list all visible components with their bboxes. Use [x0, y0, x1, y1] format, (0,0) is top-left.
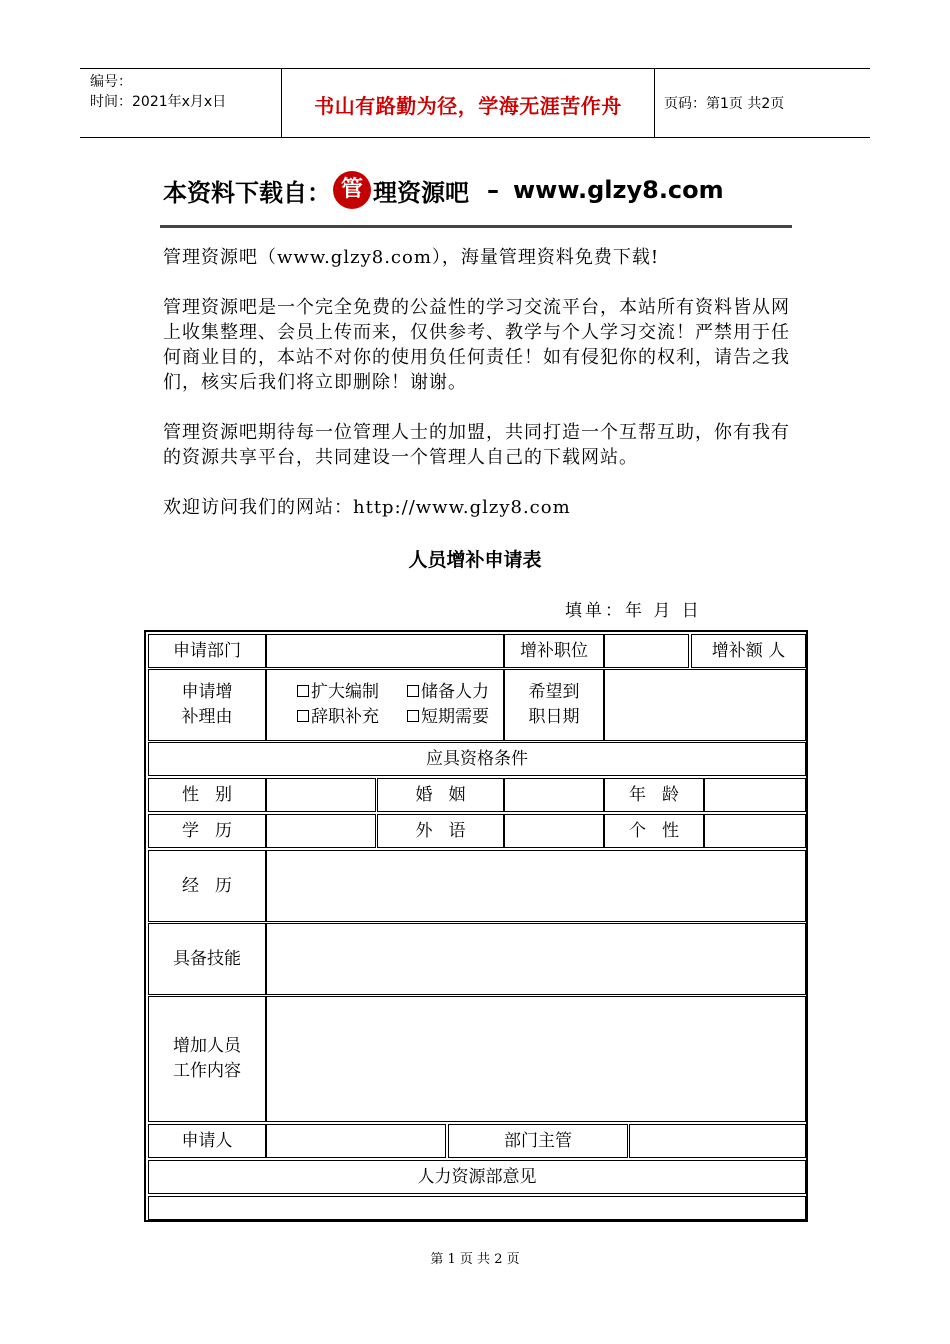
work-content-label: 增加人员 工作内容: [148, 996, 266, 1122]
applicant-field[interactable]: [266, 1124, 446, 1158]
gender-field[interactable]: [266, 778, 376, 812]
count-field[interactable]: 增补额 人: [691, 634, 806, 668]
hr-opinion-field[interactable]: [148, 1196, 806, 1220]
work-content-field[interactable]: [266, 996, 806, 1122]
intro-paragraph-1: [163, 245, 795, 270]
gender-label: 性别: [148, 778, 266, 812]
header-divider: [654, 69, 655, 137]
manager-label: 部门主管: [448, 1124, 628, 1158]
intro-paragraph-2: [163, 295, 795, 395]
dept-field[interactable]: [266, 634, 504, 668]
code-label: 编号：: [90, 74, 132, 90]
time-label: 时间：2021年x月x日: [90, 94, 227, 110]
applicant-label: 申请人: [148, 1124, 266, 1158]
intro-text: 管理资源吧（www.glzy8.com），海量管理资料免费下载!: [163, 247, 660, 268]
position-label: 增补职位: [504, 634, 604, 668]
manager-field[interactable]: [629, 1124, 806, 1158]
checkbox-icon[interactable]: [407, 685, 419, 697]
banner-url: www.glzy8.com: [513, 176, 724, 204]
intro-paragraph-3: [163, 420, 795, 470]
reason-option-label: 辞职补充: [311, 707, 379, 727]
header-meta: [90, 72, 226, 112]
banner-site-name: 理资源吧: [373, 178, 469, 207]
personality-field[interactable]: [704, 814, 806, 848]
reason-option-replace[interactable]: [297, 705, 407, 730]
page-info: 页码：第1页 共2页: [664, 96, 785, 112]
checkbox-icon[interactable]: [407, 710, 419, 722]
hope-date-label: 希望到 职日期: [504, 669, 604, 741]
marital-field[interactable]: [504, 778, 604, 812]
banner-dash: –: [487, 176, 499, 204]
fill-date: 填单：年 月 日: [565, 601, 702, 621]
intro-text: 欢迎访问我们的网站：http://www.glzy8.com: [163, 497, 571, 518]
checkbox-icon[interactable]: [297, 710, 309, 722]
reason-option-expand[interactable]: [297, 680, 407, 705]
application-table: [144, 630, 808, 1222]
language-field[interactable]: [504, 814, 604, 848]
hope-date-field[interactable]: [604, 669, 806, 741]
download-banner: [163, 168, 724, 212]
skills-label: 具备技能: [148, 923, 266, 995]
reason-label: 申请增 补理由: [148, 669, 266, 741]
marital-label: 婚姻: [377, 778, 504, 812]
seal-icon: 管: [333, 171, 371, 209]
age-field[interactable]: [704, 778, 806, 812]
age-label: 年龄: [604, 778, 704, 812]
banner-divider: [160, 225, 792, 228]
hr-opinion-label: 人力资源部意见: [148, 1160, 806, 1194]
personality-label: 个性: [604, 814, 704, 848]
qualification-header: 应具资格条件: [148, 742, 806, 776]
intro-text: 管理资源吧期待每一位管理人士的加盟，共同打造一个互帮互助，你有我有的资源共享平台，共同建设一个管理人自己的下载网站。: [163, 422, 790, 468]
reason-option-label: 扩大编制: [311, 682, 379, 702]
reason-option-shortterm[interactable]: [407, 705, 517, 730]
reason-option-reserve[interactable]: [407, 680, 517, 705]
position-field[interactable]: [604, 634, 689, 668]
experience-label: 经历: [148, 850, 266, 922]
document-header: [80, 68, 870, 138]
reason-option-label: 短期需要: [421, 707, 489, 727]
page-footer: 第 1 页 共 2 页: [430, 1252, 520, 1267]
checkbox-icon[interactable]: [297, 685, 309, 697]
banner-prefix: 本资料下载自：: [163, 178, 331, 207]
intro-paragraph-4: [163, 495, 795, 520]
intro-text: 管理资源吧是一个完全免费的公益性的学习交流平台，本站所有资料皆从网上收集整理、会员上传而来，仅供参考、教学与个人学习交流！严禁用于任何商业目的，本站不对你的使用负任何责任！如有侵犯你的权利，请告之我们，核实后我们将立即删除！谢谢。: [163, 297, 790, 393]
dept-label: 申请部门: [148, 634, 266, 668]
reason-option-label: 储备人力: [421, 682, 489, 702]
reason-options: [266, 669, 504, 741]
experience-field[interactable]: [266, 850, 806, 922]
skills-field[interactable]: [266, 923, 806, 995]
language-label: 外语: [377, 814, 504, 848]
motto: 书山有路勤为径，学海无涯苦作舟: [314, 94, 622, 118]
education-field[interactable]: [266, 814, 376, 848]
form-title: 人员增补申请表: [408, 549, 542, 571]
education-label: 学历: [148, 814, 266, 848]
